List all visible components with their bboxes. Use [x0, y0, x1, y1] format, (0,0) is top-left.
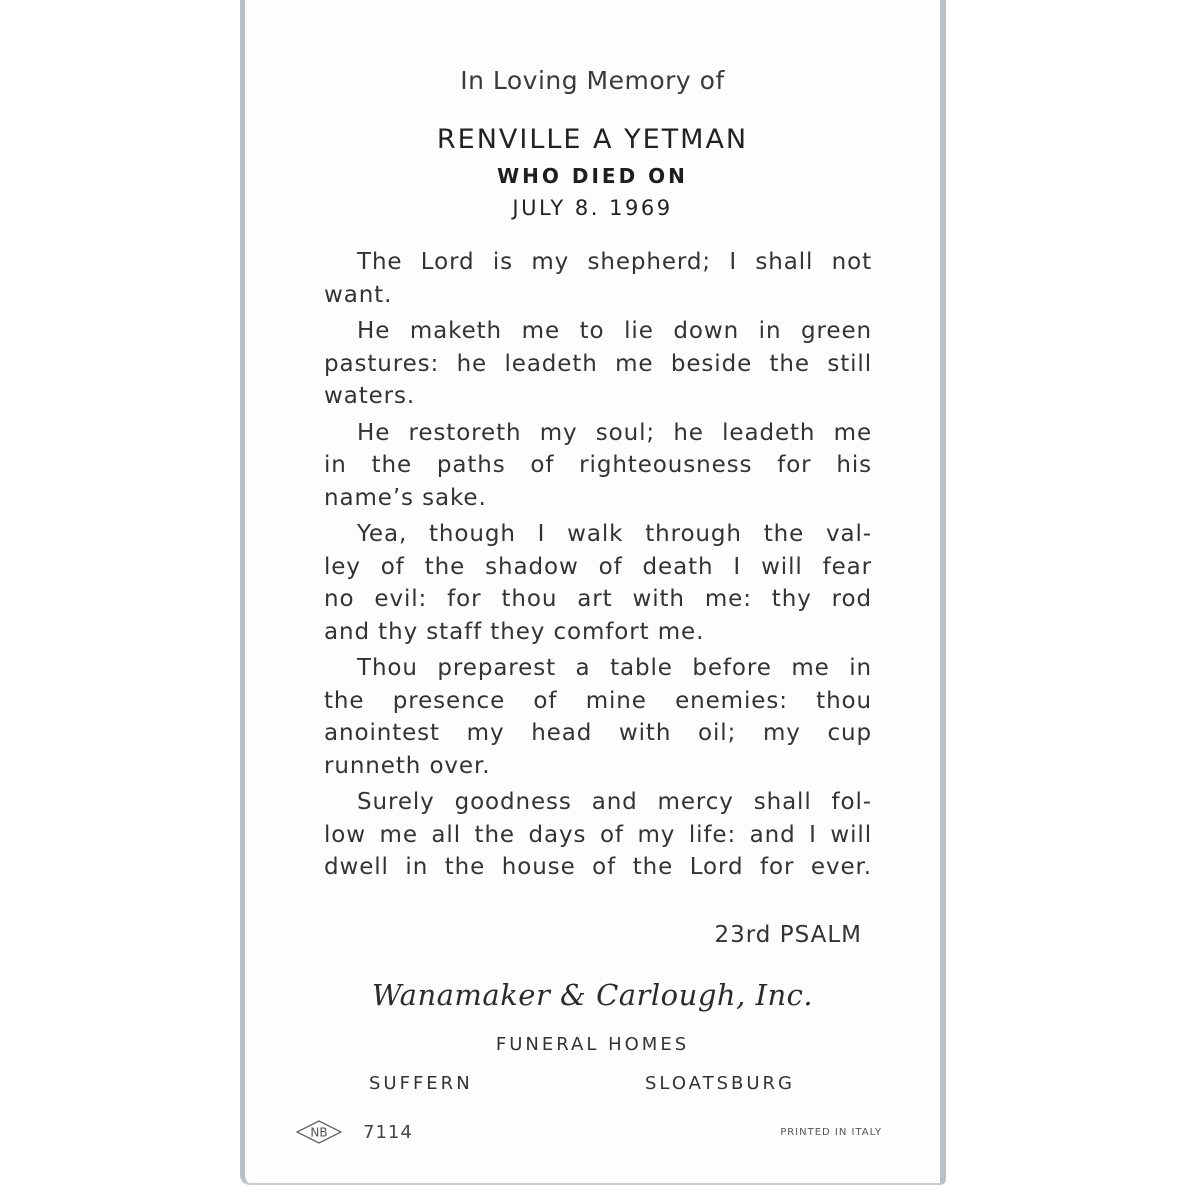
verse-2: He maketh me to lie down in green pastures: he leadeth me beside the still waters. [324, 318, 872, 409]
memorial-card [240, 0, 946, 1185]
location-sloatsburg: SLOATSBURG [645, 1073, 795, 1094]
svg-text:NB: NB [310, 1125, 328, 1140]
location-suffern: SUFFERN [369, 1073, 473, 1094]
verse-1: The Lord is my shepherd; I shall not want. [324, 249, 872, 308]
intro-heading: In Loving Memory of [460, 66, 725, 95]
nb-diamond-logo-icon [295, 1119, 343, 1145]
verse-4: Yea, though I walk through the val- ley of the shadow of death I will fear no evil: for thou art with me: thy rod and thy staff they comfort me. [324, 521, 872, 645]
verse-6: Surely goodness and mercy shall fol- low me all the days of my life: and I will dwell in the house of the Lord for ever. [324, 789, 872, 880]
card-number: 7114 [363, 1122, 413, 1143]
verse-5: Thou preparest a table before me in the presence of mine enemies: thou anointest my head with oil; my cup runneth over. [324, 655, 872, 779]
verse-3: He restoreth my soul; he leadeth me in the paths of righteousness for his name’s sake. [324, 419, 872, 511]
psalm-text [324, 246, 872, 884]
psalm-attribution: 23rd PSALM [714, 922, 862, 948]
funeral-home-name: Wanamaker & Carlough, Inc. [371, 978, 814, 1012]
printed-in-label: PRINTED IN ITALY [780, 1127, 882, 1138]
death-date: JULY 8. 1969 [512, 196, 673, 220]
died-label: WHO DIED ON [497, 164, 688, 188]
deceased-name: RENVILLE A YETMAN [436, 124, 749, 155]
funeral-homes-label: FUNERAL HOMES [495, 1034, 690, 1055]
